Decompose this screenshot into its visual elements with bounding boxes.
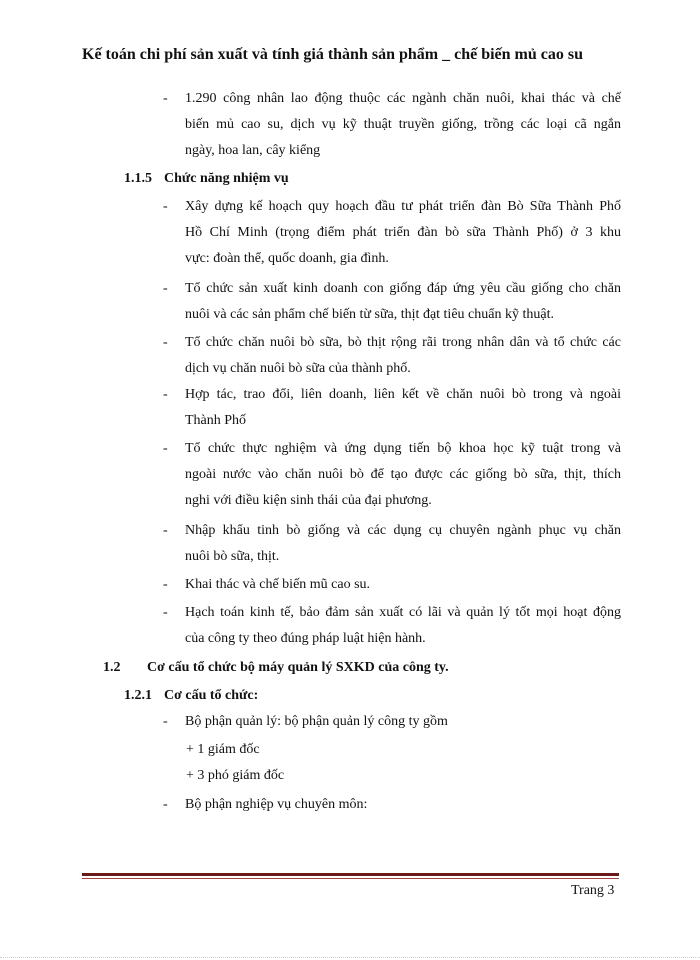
bullet-dash: -	[163, 577, 168, 592]
text-line: ngoài nước vào chăn nuôi bò để tạo được các giống bò sữa, thịt, thích	[185, 467, 621, 482]
text-line: nuôi bò sữa, thịt.	[185, 549, 280, 564]
text-line: của công ty theo đúng pháp luật hiện hành.	[185, 631, 426, 646]
bullet-dash: -	[163, 281, 168, 296]
text-line: Bộ phận nghiệp vụ chuyên môn:	[185, 797, 368, 812]
bullet-dash: -	[163, 523, 168, 538]
section-number: 1.2.1	[124, 688, 152, 703]
text-line: dịch vụ chăn nuôi bò sữa của thành phố.	[185, 361, 411, 376]
section-number: 1.2	[103, 660, 121, 675]
text-line: Tổ chức sản xuất kinh doanh con giống đáp ứng yêu cầu giống cho chăn	[185, 281, 621, 296]
bullet-dash: -	[163, 335, 168, 350]
section-heading-1-2-1	[124, 685, 258, 707]
page-number: Trang 3	[571, 883, 615, 898]
bullet-dash: -	[163, 91, 168, 106]
list-item-text	[185, 276, 621, 328]
text-line: Tổ chức thực nghiệm và ứng dụng tiến bộ khoa học kỹ tuật trong và	[185, 441, 621, 456]
list-item-text	[185, 194, 621, 272]
section-title: Cơ cấu tổ chức:	[164, 688, 259, 703]
text-line: Hợp tác, trao đổi, liên doanh, liên kết về chăn nuôi bò trong và ngoài	[185, 387, 621, 402]
bullet-dash: -	[163, 387, 168, 402]
bullet-dash: -	[163, 797, 168, 812]
list-item-text	[185, 792, 621, 818]
sub-list-item: + 1 giám đốc	[186, 742, 260, 757]
list-item-text	[185, 436, 621, 514]
text-line: 1.290 công nhân lao động thuộc các ngành chăn nuôi, khai thác và chế	[185, 91, 621, 106]
list-item-text	[185, 518, 621, 570]
text-line: Thành Phố	[185, 413, 247, 428]
text-line: Hồ Chí Minh (trọng điểm phát triển đàn bò sữa Thành Phố) ở 3 khu	[185, 225, 621, 240]
section-title: Cơ cấu tổ chức bộ máy quản lý SXKD của công ty.	[147, 660, 449, 675]
list-item-text	[185, 600, 621, 652]
text-line: nuôi và các sản phẩm chế biến từ sữa, thịt đạt tiêu chuẩn kỹ thuật.	[185, 307, 554, 322]
text-line: Hạch toán kinh tế, bảo đảm sản xuất có lãi và quản lý tốt mọi hoạt động	[185, 605, 621, 620]
page-header-title: Kế toán chi phí sản xuất và tính giá thành sản phẩm _ chế biến mủ cao su	[82, 46, 583, 63]
bullet-dash: -	[163, 605, 168, 620]
bullet-dash: -	[163, 714, 168, 729]
list-item-text	[185, 572, 621, 598]
section-heading-1-1-5	[124, 168, 289, 190]
text-line: vực: đoàn thể, quốc doanh, gia đình.	[185, 251, 389, 266]
page-bottom-divider	[0, 957, 700, 958]
footer-rule-thin	[82, 878, 619, 879]
section-title: Chức năng nhiệm vụ	[164, 171, 289, 186]
list-item-text	[185, 86, 621, 164]
text-line: biến mủ cao su, dịch vụ kỹ thuật truyền giống, trồng các loại cã ngắn	[185, 117, 621, 132]
text-line: nghi với điều kiện sinh thái của đại phương.	[185, 493, 432, 508]
text-line: Xây dựng kế hoạch quy hoạch đầu tư phát triển đàn Bò Sữa Thành Phố	[185, 199, 621, 214]
list-item-text	[185, 382, 621, 434]
text-line: ngày, hoa lan, cây kiểng	[185, 143, 321, 158]
text-line: Nhập khẩu tinh bò giống và các dụng cụ chuyên ngành phục vụ chăn	[185, 523, 621, 538]
section-number: 1.1.5	[124, 171, 152, 186]
text-line: Bộ phận quản lý: bộ phận quản lý công ty gồm	[185, 714, 448, 729]
footer-rule-thick	[82, 873, 619, 876]
list-item-text	[185, 330, 621, 382]
list-item-text	[185, 709, 621, 735]
sub-list-item: + 3 phó giám đốc	[186, 768, 285, 783]
bullet-dash: -	[163, 199, 168, 214]
text-line: Tổ chức chăn nuôi bò sữa, bò thịt rộng rãi trong nhân dân và tổ chức các	[185, 335, 621, 350]
bullet-dash: -	[163, 441, 168, 456]
section-heading-1-2	[103, 657, 449, 679]
text-line: Khai thác và chế biến mũ cao su.	[185, 577, 371, 592]
